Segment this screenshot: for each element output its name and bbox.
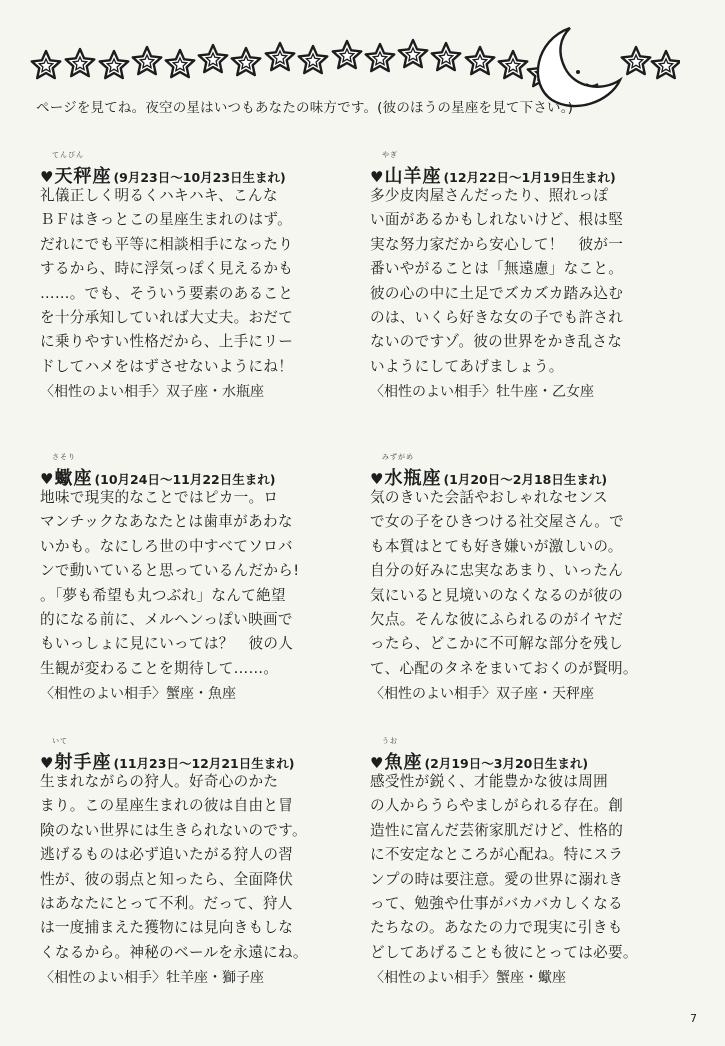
sign-description — [40, 486, 340, 681]
text-line: 欠点。そんな彼にふられるのがイヤだ — [370, 611, 624, 629]
text-line: を十分承知していれば大丈夫。おだて — [40, 309, 294, 327]
star-icon — [299, 46, 328, 73]
text-line: 造性に富んだ芸術家肌だけど、性格的 — [370, 821, 624, 839]
sign-block-aquarius — [370, 452, 670, 707]
heart-icon: ♥ — [370, 470, 384, 488]
star-icon — [32, 51, 61, 78]
text-line: ＢＦはきっとこの星座生まれのはず。 — [40, 211, 293, 229]
sign-description — [370, 770, 670, 965]
sign-name: 山羊座 — [384, 166, 442, 187]
sign-date: (11月23日〜12月21日生まれ) — [113, 756, 295, 771]
text-line: だれにでも平等に相談相手になったり — [40, 235, 294, 253]
sign-name: 魚座 — [384, 752, 423, 773]
compatible-signs: 〈相性のよい相手〉双子座・天秤座 — [370, 686, 594, 703]
sign-ruby: いて — [52, 737, 68, 745]
heart-icon: ♥ — [370, 168, 384, 186]
text-line: に乗りやすい性格だから、上手にリー — [40, 333, 294, 351]
star-row — [32, 40, 680, 86]
text-line: 険のない世界には生きられないのです。 — [40, 821, 307, 839]
text-line: たちなの。あなたの力で現実に引きも — [370, 919, 623, 937]
sign-block-scorpio — [40, 452, 340, 707]
star-icon — [432, 43, 461, 70]
star-icon — [199, 45, 228, 72]
page-number: 7 — [690, 1012, 697, 1025]
sign-ruby: うお — [382, 737, 398, 745]
star-icon — [466, 47, 495, 74]
sign-name: 射手座 — [54, 752, 112, 773]
text-line: 礼儀正しく明るくハキハキ、こんな — [40, 187, 278, 204]
text-line: って、勉強や仕事がバカバカしくなる — [370, 895, 623, 913]
text-line: 気のきいた会話やおしゃれなセンス — [370, 489, 608, 506]
text-line: マンチックなあなたとは歯車があわな — [40, 513, 293, 531]
text-line: どしてあげることも彼にとっては必要。 — [370, 943, 638, 961]
star-icon — [266, 43, 295, 70]
heart-icon: ♥ — [40, 754, 54, 772]
text-line: はあなたにとって不利。だって、狩人 — [40, 895, 293, 913]
text-line: 地味で現実的なことではピカ一。ロ — [40, 489, 279, 506]
compatible-signs: 〈相性のよい相手〉蟹座・魚座 — [40, 686, 236, 703]
sign-description — [370, 184, 670, 379]
sign-ruby: やぎ — [382, 151, 398, 159]
text-line: 気にいると見境いのなくなるのが彼の — [370, 586, 624, 604]
heart-icon: ♥ — [370, 754, 384, 772]
sign-block-pisces — [370, 736, 670, 991]
text-line: のは、いくら好きな女の子でも許され — [370, 309, 624, 327]
sign-description — [370, 486, 670, 681]
text-line: も本質はとても好き嫌いが激しいの。 — [370, 537, 623, 555]
heart-icon: ♥ — [40, 168, 54, 186]
compatible-signs: 〈相性のよい相手〉牡羊座・獅子座 — [40, 970, 264, 987]
star-icon — [499, 51, 528, 78]
text-line: もいっしょに見にいっては？ 彼の人 — [40, 635, 294, 653]
star-icon — [232, 48, 261, 75]
text-line: 生まれながらの狩人。好奇心のかた — [40, 773, 279, 790]
text-line: 的になる前に、メルヘンっぽい映画で — [40, 611, 293, 629]
sign-ruby: さそり — [52, 453, 76, 461]
text-line: 番いやがることは「無遠慮」なこと。 — [370, 260, 624, 278]
star-icon — [366, 44, 395, 71]
intro-text: ページを見てね。夜空の星はいつもあなたの味方です。(彼のほうの星座を見て下さい。) — [36, 100, 574, 116]
text-line: 。「夢も希望も丸つぶれ」なんて絶望 — [40, 586, 286, 604]
text-line: いかも。なにしろ世の中すべてソロバ — [40, 537, 293, 555]
text-line: て、心配のタネをまいておくのが賢明。 — [370, 659, 638, 677]
sign-description — [40, 770, 340, 965]
text-line: い面があるかもしれないけど、根は堅 — [370, 211, 624, 229]
star-icon — [652, 51, 680, 78]
text-line: まり。この星座生まれの彼は自由と冒 — [40, 797, 294, 815]
text-line: 感受性が鋭く、才能豊かな彼は周囲 — [370, 773, 609, 790]
text-line: ないのですゾ。彼の世界をかき乱さな — [370, 333, 623, 351]
sign-date: (2月19日〜3月20日生まれ) — [424, 756, 589, 771]
text-line: ンで動いていると思っているんだから! — [40, 562, 300, 580]
sign-block-sagittarius — [40, 736, 340, 991]
text-line: ったら、どこかに不可解な部分を残し — [370, 635, 624, 653]
star-icon — [166, 50, 195, 77]
text-line: の人からうらやましがられる存在。創 — [370, 797, 624, 815]
star-icon — [66, 49, 95, 76]
text-line: 自分の好みに忠実なあまり、いったん — [370, 562, 624, 580]
sign-name: 水瓶座 — [384, 468, 442, 489]
sign-description — [40, 184, 340, 379]
sign-date: (10月24日〜11月22日生まれ) — [94, 472, 276, 487]
sign-date: (12月22日〜1月19日生まれ) — [443, 170, 616, 185]
star-icon — [133, 47, 162, 74]
sign-date: (9月23日〜10月23日生まれ) — [113, 170, 286, 185]
text-line: 多少皮肉屋さんだったり、照れっぽ — [370, 187, 609, 204]
text-line: に不安定なところが心配ね。特にスラ — [370, 846, 624, 864]
compatible-signs: 〈相性のよい相手〉蟹座・蠍座 — [370, 970, 566, 987]
text-line: は一度捕まえた獲物には見向きもしな — [40, 919, 294, 937]
text-line: で女の子をひきつける社交屋さん。で — [370, 513, 625, 531]
star-icon — [100, 51, 129, 78]
crescent-moon-icon — [538, 28, 620, 106]
sign-ruby: みずがめ — [382, 453, 414, 461]
text-line: ……。でも、そういう要素のあること — [40, 284, 294, 302]
text-line: いようにしてあげましょう。 — [370, 357, 564, 375]
heart-icon: ♥ — [40, 470, 54, 488]
star-icon — [622, 47, 651, 74]
sign-name: 天秤座 — [54, 166, 112, 187]
star-icon — [333, 41, 362, 68]
sign-ruby: てんびん — [52, 151, 84, 159]
sign-block-libra — [40, 150, 340, 405]
text-line: ンプの時は要注意。愛の世界に溺れき — [370, 870, 624, 888]
text-line: 逃げるものは必ず追いたがる狩人の習 — [40, 846, 294, 864]
text-line: 実な努力家だから安心して！ 彼が一 — [370, 235, 624, 253]
sign-date: (1月20日〜2月18日生まれ) — [443, 472, 608, 487]
text-line: 生観が変わることを期待して……。 — [40, 659, 279, 677]
sign-block-capricorn — [370, 150, 670, 405]
star-icon — [399, 40, 428, 67]
sign-name: 蠍座 — [54, 468, 93, 489]
text-line: ドしてハメをはずさせないようにね！ — [40, 357, 294, 375]
text-line: くなるから。神秘のベールを永遠にね。 — [40, 943, 308, 961]
text-line: するから、時に浮気っぽく見えるかも — [40, 260, 294, 278]
compatible-signs: 〈相性のよい相手〉牡牛座・乙女座 — [370, 384, 594, 401]
text-line: 性が、彼の弱点と知ったら、全面降伏 — [40, 870, 294, 888]
compatible-signs: 〈相性のよい相手〉双子座・水瓶座 — [40, 384, 264, 401]
text-line: 彼の心の中に土足でズカズカ踏み込む — [370, 284, 624, 302]
